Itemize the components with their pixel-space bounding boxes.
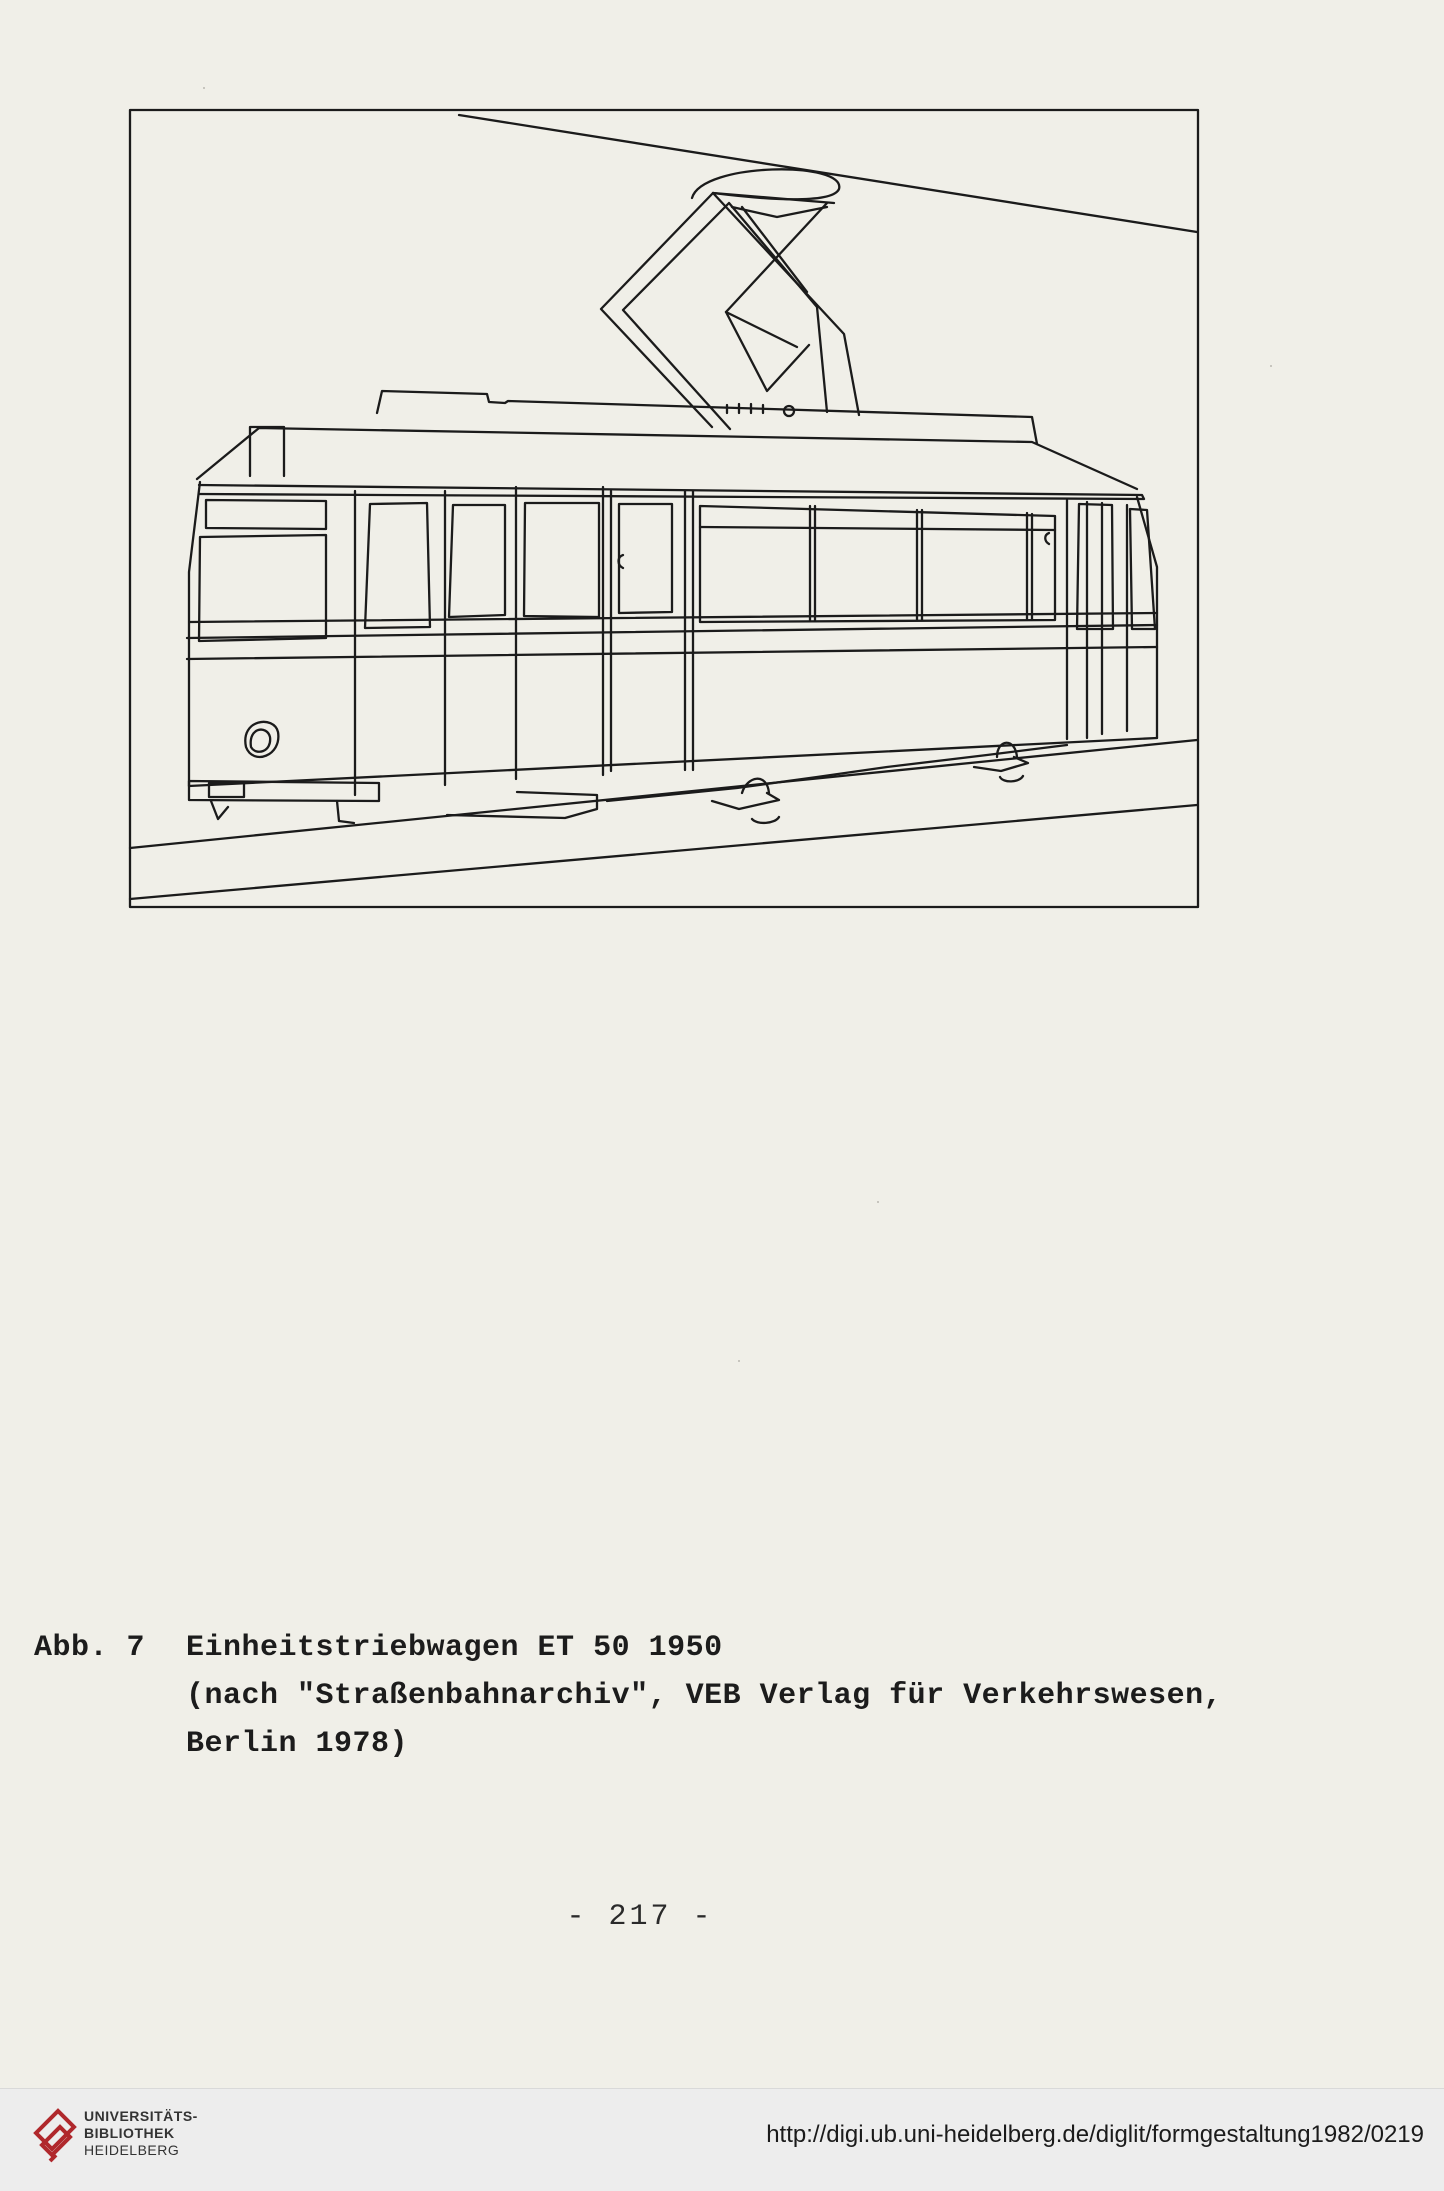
caption-indent — [34, 1720, 186, 1768]
page-number: - 217 - — [566, 1900, 714, 1934]
overhead-wire — [459, 115, 1197, 232]
logo-line-2: BIBLIOTHEK — [84, 2125, 175, 2141]
street — [130, 740, 1197, 899]
paper-speck — [1270, 365, 1272, 367]
library-logo-text — [84, 2108, 198, 2159]
logo-line-3: HEIDELBERG — [84, 2142, 180, 2158]
logo-line-1: UNIVERSITÄTS- — [84, 2108, 198, 2124]
figure-caption — [34, 1624, 1222, 1768]
figure-label: Abb. 7 — [34, 1631, 146, 1665]
paper-speck — [877, 1201, 879, 1203]
caption-row-3 — [34, 1720, 1222, 1768]
caption-source: (nach "Straßenbahnarchiv", VEB Verlag für Verkehrswesen, — [186, 1679, 1223, 1713]
digital-library-footer — [0, 2088, 1444, 2191]
front-window — [206, 500, 326, 529]
caption-row-2 — [34, 1672, 1222, 1720]
figure-frame — [130, 110, 1198, 907]
tram-line-drawing — [127, 107, 1202, 912]
paper-speck — [738, 1360, 740, 1362]
caption-indent — [34, 1672, 186, 1720]
caption-row-1 — [34, 1624, 1222, 1672]
source-url-link[interactable]: http://digi.ub.uni-heidelberg.de/diglit/formgestaltung1982/0219 — [766, 2121, 1424, 2148]
caption-title: Einheitstriebwagen ET 50 1950 — [186, 1631, 723, 1665]
caption-source-end: Berlin 1978) — [186, 1727, 409, 1761]
pantograph — [601, 169, 859, 429]
ub-heidelberg-logo-icon — [32, 2103, 78, 2169]
tram-figure — [127, 107, 1202, 912]
paper-speck — [203, 87, 205, 89]
